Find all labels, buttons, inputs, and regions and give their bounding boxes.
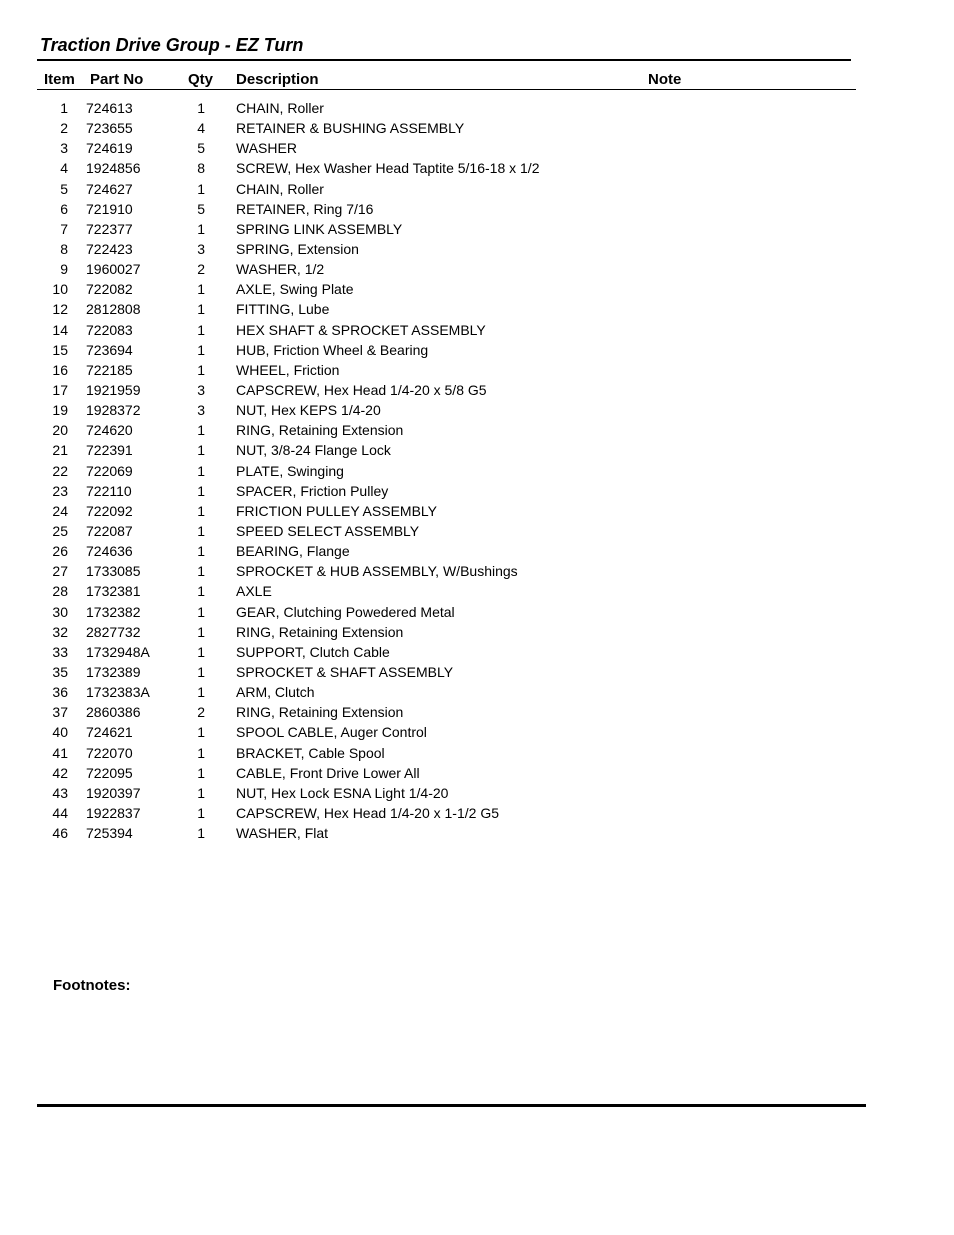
cell-part-no: 722092 xyxy=(86,502,133,519)
cell-item: 5 xyxy=(60,180,68,197)
cell-item: 22 xyxy=(52,462,68,479)
table-row xyxy=(0,501,954,521)
cell-qty: 1 xyxy=(197,462,205,479)
table-row xyxy=(0,561,954,581)
cell-part-no: 724619 xyxy=(86,140,133,157)
table-row xyxy=(0,299,954,319)
cell-item: 42 xyxy=(52,764,68,781)
header-description: Description xyxy=(236,71,319,88)
cell-part-no: 722069 xyxy=(86,462,133,479)
cell-description: FITTING, Lube xyxy=(236,301,330,318)
cell-item: 30 xyxy=(52,603,68,620)
cell-qty: 1 xyxy=(197,361,205,378)
cell-description: SPOOL CABLE, Auger Control xyxy=(236,724,427,741)
cell-description: NUT, Hex KEPS 1/4-20 xyxy=(236,402,381,419)
bottom-divider xyxy=(37,1104,866,1107)
table-row xyxy=(0,602,954,622)
cell-description: AXLE, Swing Plate xyxy=(236,281,354,298)
table-row xyxy=(0,199,954,219)
cell-description: SCREW, Hex Washer Head Taptite 5/16-18 x 1/2 xyxy=(236,160,540,177)
cell-part-no: 722070 xyxy=(86,744,133,761)
cell-part-no: 1732389 xyxy=(86,663,141,680)
cell-item: 23 xyxy=(52,482,68,499)
table-row xyxy=(0,682,954,702)
cell-description: CAPSCREW, Hex Head 1/4-20 x 5/8 G5 xyxy=(236,381,487,398)
cell-description: SPACER, Friction Pulley xyxy=(236,482,389,499)
cell-qty: 1 xyxy=(197,281,205,298)
cell-qty: 3 xyxy=(197,381,205,398)
cell-part-no: 721910 xyxy=(86,200,133,217)
cell-part-no: 724636 xyxy=(86,543,133,560)
cell-qty: 1 xyxy=(197,301,205,318)
cell-part-no: 723694 xyxy=(86,341,133,358)
footnotes-label: Footnotes: xyxy=(53,977,131,994)
table-row xyxy=(0,702,954,722)
cell-description: HEX SHAFT & SPROCKET ASSEMBLY xyxy=(236,321,486,338)
cell-part-no: 1732381 xyxy=(86,583,141,600)
cell-part-no: 1732382 xyxy=(86,603,141,620)
table-row xyxy=(0,481,954,501)
header-part-no: Part No xyxy=(90,71,144,88)
cell-qty: 1 xyxy=(197,341,205,358)
cell-part-no: 722185 xyxy=(86,361,133,378)
cell-description: BRACKET, Cable Spool xyxy=(236,744,385,761)
table-row xyxy=(0,400,954,420)
cell-qty: 1 xyxy=(197,804,205,821)
table-row xyxy=(0,743,954,763)
table-row xyxy=(0,541,954,561)
cell-item: 27 xyxy=(52,563,68,580)
cell-description: CABLE, Front Drive Lower All xyxy=(236,764,420,781)
table-row xyxy=(0,380,954,400)
cell-item: 6 xyxy=(60,200,68,217)
cell-description: NUT, Hex Lock ESNA Light 1/4-20 xyxy=(236,784,449,801)
cell-qty: 5 xyxy=(197,200,205,217)
cell-part-no: 722095 xyxy=(86,764,133,781)
cell-description: CHAIN, Roller xyxy=(236,180,324,197)
cell-item: 10 xyxy=(52,281,68,298)
table-row xyxy=(0,521,954,541)
header-item: Item xyxy=(44,71,75,88)
cell-item: 19 xyxy=(52,402,68,419)
cell-part-no: 1928372 xyxy=(86,402,141,419)
cell-item: 17 xyxy=(52,381,68,398)
cell-description: WASHER, Flat xyxy=(236,825,329,842)
cell-description: SPRING LINK ASSEMBLY xyxy=(236,220,403,237)
table-row xyxy=(0,783,954,803)
header-note: Note xyxy=(648,71,682,88)
cell-qty: 1 xyxy=(197,623,205,640)
cell-part-no: 725394 xyxy=(86,825,133,842)
cell-part-no: 723655 xyxy=(86,120,133,137)
cell-description: HUB, Friction Wheel & Bearing xyxy=(236,341,429,358)
cell-item: 14 xyxy=(52,321,68,338)
cell-qty: 1 xyxy=(197,724,205,741)
cell-item: 8 xyxy=(60,240,68,257)
header-divider xyxy=(37,89,856,90)
cell-description: WASHER xyxy=(236,140,297,157)
cell-description: CHAIN, Roller xyxy=(236,100,324,116)
cell-part-no: 1960027 xyxy=(86,261,141,278)
table-row xyxy=(0,138,954,158)
cell-part-no: 2827732 xyxy=(86,623,141,640)
cell-qty: 3 xyxy=(197,402,205,419)
cell-part-no: 724620 xyxy=(86,422,133,439)
cell-part-no: 1732948A xyxy=(86,643,150,660)
cell-qty: 1 xyxy=(197,482,205,499)
table-row xyxy=(0,722,954,742)
cell-description: RETAINER, Ring 7/16 xyxy=(236,200,374,217)
cell-item: 44 xyxy=(52,804,68,821)
cell-qty: 2 xyxy=(197,261,205,278)
cell-item: 21 xyxy=(52,442,68,459)
cell-item: 2 xyxy=(60,120,68,137)
cell-item: 3 xyxy=(60,140,68,157)
cell-qty: 1 xyxy=(197,684,205,701)
table-row xyxy=(0,461,954,481)
cell-item: 7 xyxy=(60,220,68,237)
cell-description: AXLE xyxy=(236,583,272,600)
cell-part-no: 722087 xyxy=(86,522,133,539)
cell-qty: 1 xyxy=(197,563,205,580)
cell-description: GEAR, Clutching Powedered Metal xyxy=(236,603,455,620)
table-row xyxy=(0,420,954,440)
cell-part-no: 1922837 xyxy=(86,804,141,821)
cell-part-no: 722082 xyxy=(86,281,133,298)
cell-item: 12 xyxy=(52,301,68,318)
cell-qty: 1 xyxy=(197,784,205,801)
table-row xyxy=(0,440,954,460)
table-row xyxy=(0,803,954,823)
table-row xyxy=(0,763,954,783)
cell-item: 26 xyxy=(52,543,68,560)
table-row xyxy=(0,823,954,843)
cell-qty: 1 xyxy=(197,663,205,680)
cell-part-no: 722110 xyxy=(86,482,132,499)
cell-qty: 8 xyxy=(197,160,205,177)
cell-description: ARM, Clutch xyxy=(236,684,315,701)
cell-item: 15 xyxy=(52,341,68,358)
cell-item: 9 xyxy=(60,261,68,278)
cell-qty: 1 xyxy=(197,100,205,116)
cell-item: 46 xyxy=(52,825,68,842)
cell-part-no: 724621 xyxy=(86,724,133,741)
header-qty: Qty xyxy=(188,71,214,88)
table-row xyxy=(0,219,954,239)
table-row xyxy=(0,279,954,299)
cell-qty: 1 xyxy=(197,764,205,781)
cell-item: 43 xyxy=(52,784,68,801)
cell-part-no: 1920397 xyxy=(86,784,141,801)
cell-item: 36 xyxy=(52,684,68,701)
table-row xyxy=(0,642,954,662)
cell-description: FRICTION PULLEY ASSEMBLY xyxy=(236,502,437,519)
cell-description: RING, Retaining Extension xyxy=(236,422,404,439)
cell-qty: 1 xyxy=(197,180,205,197)
cell-part-no: 722377 xyxy=(86,220,133,237)
cell-part-no: 724613 xyxy=(86,100,133,116)
cell-qty: 1 xyxy=(197,603,205,620)
cell-item: 40 xyxy=(52,724,68,741)
table-row xyxy=(0,98,954,118)
table-row xyxy=(0,622,954,642)
cell-part-no: 1733085 xyxy=(86,563,141,580)
cell-description: WHEEL, Friction xyxy=(236,361,340,378)
table-row xyxy=(0,239,954,259)
table-row xyxy=(0,360,954,380)
cell-description: BEARING, Flange xyxy=(236,543,350,560)
cell-description: SPEED SELECT ASSEMBLY xyxy=(236,522,420,539)
cell-qty: 1 xyxy=(197,321,205,338)
cell-part-no: 722083 xyxy=(86,321,133,338)
cell-description: PLATE, Swinging xyxy=(236,462,344,479)
cell-item: 20 xyxy=(52,422,68,439)
cell-item: 41 xyxy=(52,744,68,761)
table-row xyxy=(0,581,954,601)
cell-item: 35 xyxy=(52,663,68,680)
title-divider xyxy=(37,59,851,61)
cell-part-no: 724627 xyxy=(86,180,133,197)
cell-item: 32 xyxy=(52,623,68,640)
table-row xyxy=(0,259,954,279)
parts-table-body xyxy=(0,98,954,843)
table-row xyxy=(0,158,954,178)
table-row xyxy=(0,118,954,138)
cell-qty: 1 xyxy=(197,543,205,560)
cell-description: CAPSCREW, Hex Head 1/4-20 x 1-1/2 G5 xyxy=(236,804,499,821)
cell-description: SPROCKET & HUB ASSEMBLY, W/Bushings xyxy=(236,563,518,580)
cell-qty: 1 xyxy=(197,643,205,660)
cell-qty: 3 xyxy=(197,240,205,257)
table-row xyxy=(0,320,954,340)
table-row xyxy=(0,179,954,199)
cell-item: 37 xyxy=(52,704,68,721)
page-title: Traction Drive Group - EZ Turn xyxy=(40,35,304,55)
cell-part-no: 1732383A xyxy=(86,684,150,701)
cell-qty: 1 xyxy=(197,522,205,539)
cell-description: WASHER, 1/2 xyxy=(236,261,325,278)
cell-description: SPROCKET & SHAFT ASSEMBLY xyxy=(236,663,454,680)
cell-part-no: 1924856 xyxy=(86,160,141,177)
cell-qty: 1 xyxy=(197,502,205,519)
cell-part-no: 722391 xyxy=(86,442,133,459)
cell-item: 1 xyxy=(60,100,68,116)
cell-description: SUPPORT, Clutch Cable xyxy=(236,643,390,660)
cell-qty: 1 xyxy=(197,442,205,459)
cell-item: 33 xyxy=(52,643,68,660)
cell-qty: 1 xyxy=(197,744,205,761)
cell-item: 24 xyxy=(52,502,68,519)
cell-description: NUT, 3/8-24 Flange Lock xyxy=(236,442,391,459)
cell-part-no: 2860386 xyxy=(86,704,141,721)
table-row xyxy=(0,340,954,360)
cell-description: RING, Retaining Extension xyxy=(236,623,404,640)
cell-qty: 2 xyxy=(197,704,205,721)
cell-part-no: 2812808 xyxy=(86,301,141,318)
cell-qty: 1 xyxy=(197,825,205,842)
cell-qty: 1 xyxy=(197,220,205,237)
cell-qty: 1 xyxy=(197,583,205,600)
cell-qty: 1 xyxy=(197,422,205,439)
cell-item: 28 xyxy=(52,583,68,600)
cell-part-no: 722423 xyxy=(86,240,133,257)
cell-qty: 4 xyxy=(197,120,205,137)
cell-item: 25 xyxy=(52,522,68,539)
cell-qty: 5 xyxy=(197,140,205,157)
cell-item: 16 xyxy=(52,361,68,378)
cell-description: RING, Retaining Extension xyxy=(236,704,404,721)
cell-description: RETAINER & BUSHING ASSEMBLY xyxy=(236,120,465,137)
cell-item: 4 xyxy=(60,160,68,177)
cell-description: SPRING, Extension xyxy=(236,240,359,257)
table-header xyxy=(0,71,954,89)
table-row xyxy=(0,662,954,682)
cell-part-no: 1921959 xyxy=(86,381,141,398)
